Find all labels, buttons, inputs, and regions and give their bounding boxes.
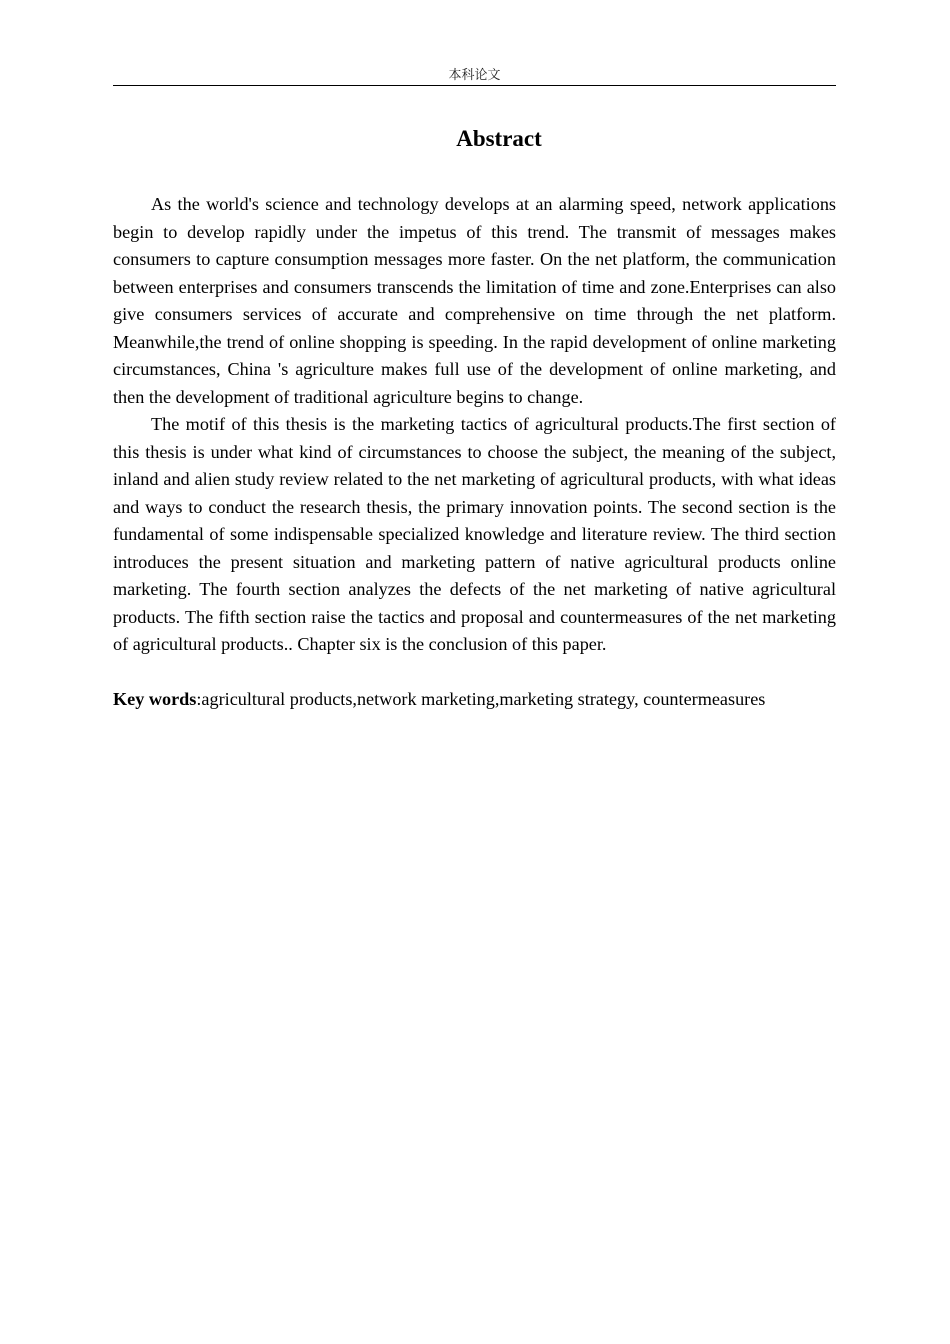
keywords-label: Key words xyxy=(113,689,197,709)
keywords-text: :agricultural products,network marketing,marketing strategy, countermeasures xyxy=(196,689,766,709)
abstract-paragraph-2: The motif of this thesis is the marketing tactics of agricultural products.The first section of this thesis is under what kind of circumstances to choose the subject, the meaning of the subject, inland and alien study review related to the net marketing of agricultural products, with what ideas and ways to conduct the research thesis, the primary innovation points. The second section is the fundamental of some indispensable specialized knowledge and literature review. The third section introduces the present situation and marketing pattern of native agricultural products online marketing. The fourth section analyzes the defects of the net marketing of native agricultural products. The fifth section raise the tactics and proposal and countermeasures of the net marketing of agricultural products.. Chapter six is the conclusion of this paper. xyxy=(113,414,836,654)
header-rule xyxy=(113,85,836,86)
page-title: Abstract xyxy=(456,126,542,151)
abstract-paragraph-1: As the world's science and technology develops at an alarming speed, network applications begin to develop rapidly under the impetus of this trend. The transmit of messages makes consumers to capture consumption messages more faster. On the net platform, the communication between enterprises and consumers transcends the limitation of time and zone.Enterprises can also give consumers services of accurate and comprehensive on time through the net platform. Meanwhile,the trend of online shopping is speeding. In the rapid development of online marketing circumstances, China 's agriculture makes full use of the development of online marketing, and then the development of traditional agriculture begins to change. xyxy=(113,194,836,407)
running-header: 本科论文 xyxy=(448,67,501,82)
abstract-body xyxy=(113,191,836,714)
keywords-line xyxy=(113,686,836,714)
